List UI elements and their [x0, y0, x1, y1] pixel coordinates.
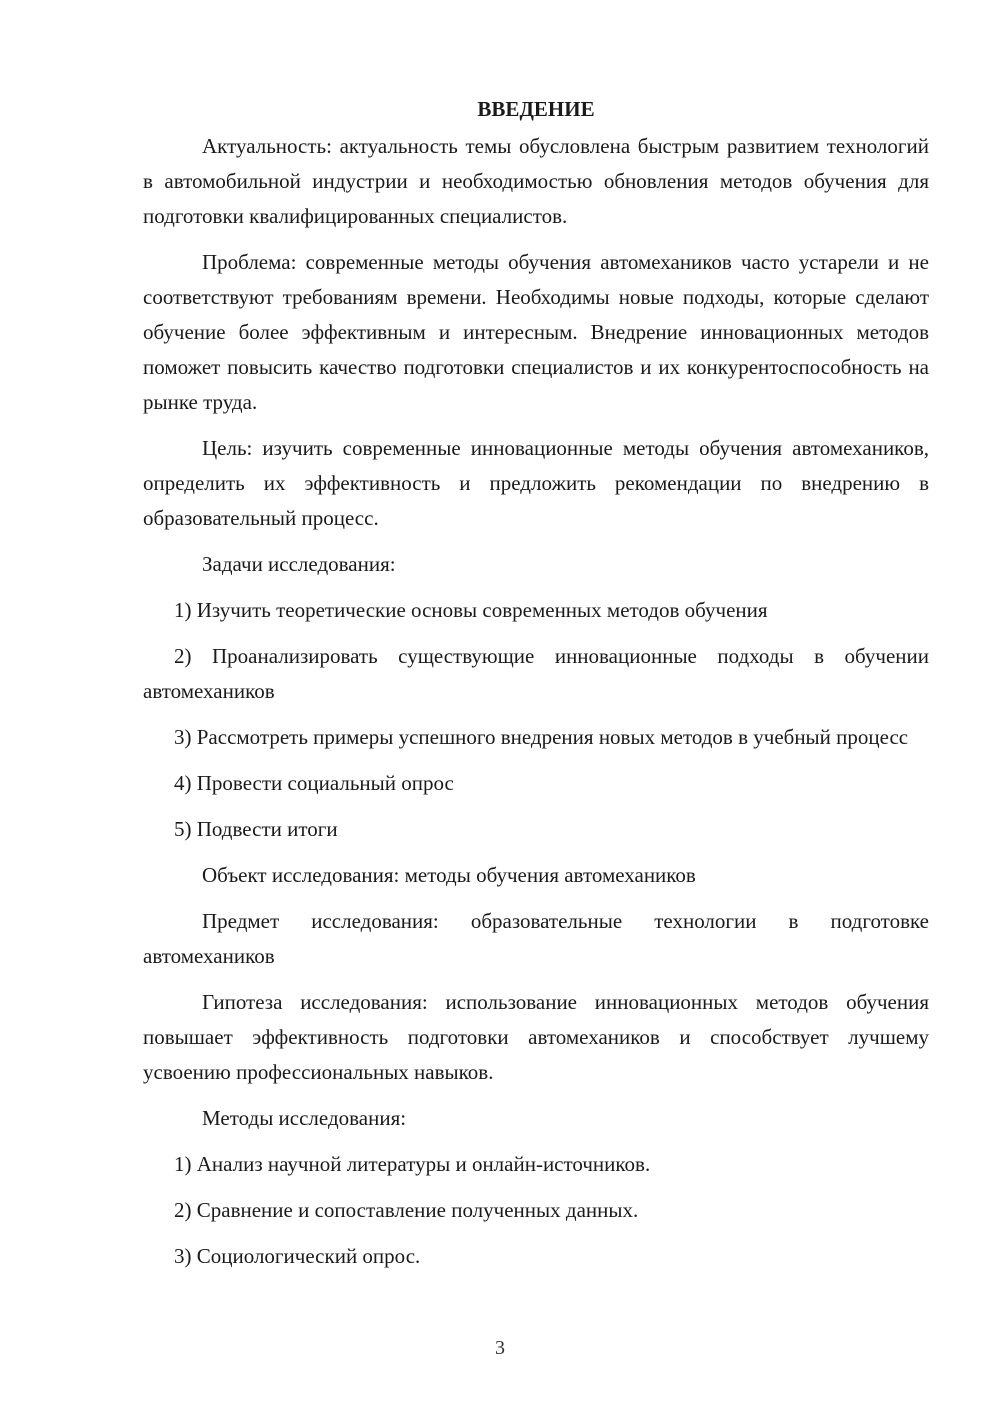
task-item: 1) Изучить теоретические основы современных методов обучения — [174, 598, 768, 622]
relevance-paragraph: Актуальность: актуальность темы обусловлена быстрым развитием технологий в автомобильной индустрии и необходимостью обновления методов обучения для подготовки квалифицированных специалистов. — [143, 134, 929, 228]
problem-paragraph: Проблема: современные методы обучения автомехаников часто устарели и не соответствуют требованиям времени. Необходимы новые подходы, которые сделают обучение более эффективным и интересным. Внедрение инновационных методов поможет повысить качество подготовки специалистов и их конкурентоспособность на рынке труда. — [143, 250, 929, 414]
method-item: 1) Анализ научной литературы и онлайн-источников. — [174, 1152, 651, 1176]
methods-heading: Методы исследования: — [202, 1106, 407, 1130]
research-object-paragraph: Объект исследования: методы обучения автомехаников — [202, 863, 696, 887]
task-item: 4) Провести социальный опрос — [174, 771, 454, 795]
task-item: 2) Проанализировать существующие инновационные подходы в обучении автомехаников — [143, 644, 929, 703]
document-page — [143, 92, 929, 1285]
tasks-heading: Задачи исследования: — [202, 552, 396, 576]
goal-paragraph: Цель: изучить современные инновационные методы обучения автомехаников, определить их эффективность и предложить рекомендации по внедрению в образовательный процесс. — [143, 436, 929, 530]
research-subject-paragraph: Предмет исследования: образовательные технологии в подготовке автомехаников — [143, 909, 929, 968]
method-item: 3) Социологический опрос. — [174, 1244, 421, 1268]
method-item: 2) Сравнение и сопоставление полученных данных. — [174, 1198, 639, 1222]
task-item: 3) Рассмотреть примеры успешного внедрения новых методов в учебный процесс — [174, 725, 909, 749]
task-item: 5) Подвести итоги — [174, 817, 338, 841]
section-heading: ВВЕДЕНИЕ — [477, 97, 595, 121]
page-number: 3 — [495, 1337, 505, 1359]
hypothesis-paragraph: Гипотеза исследования: использование инновационных методов обучения повышает эффективность подготовки автомехаников и способствует лучшему усвоению профессиональных навыков. — [143, 990, 929, 1084]
